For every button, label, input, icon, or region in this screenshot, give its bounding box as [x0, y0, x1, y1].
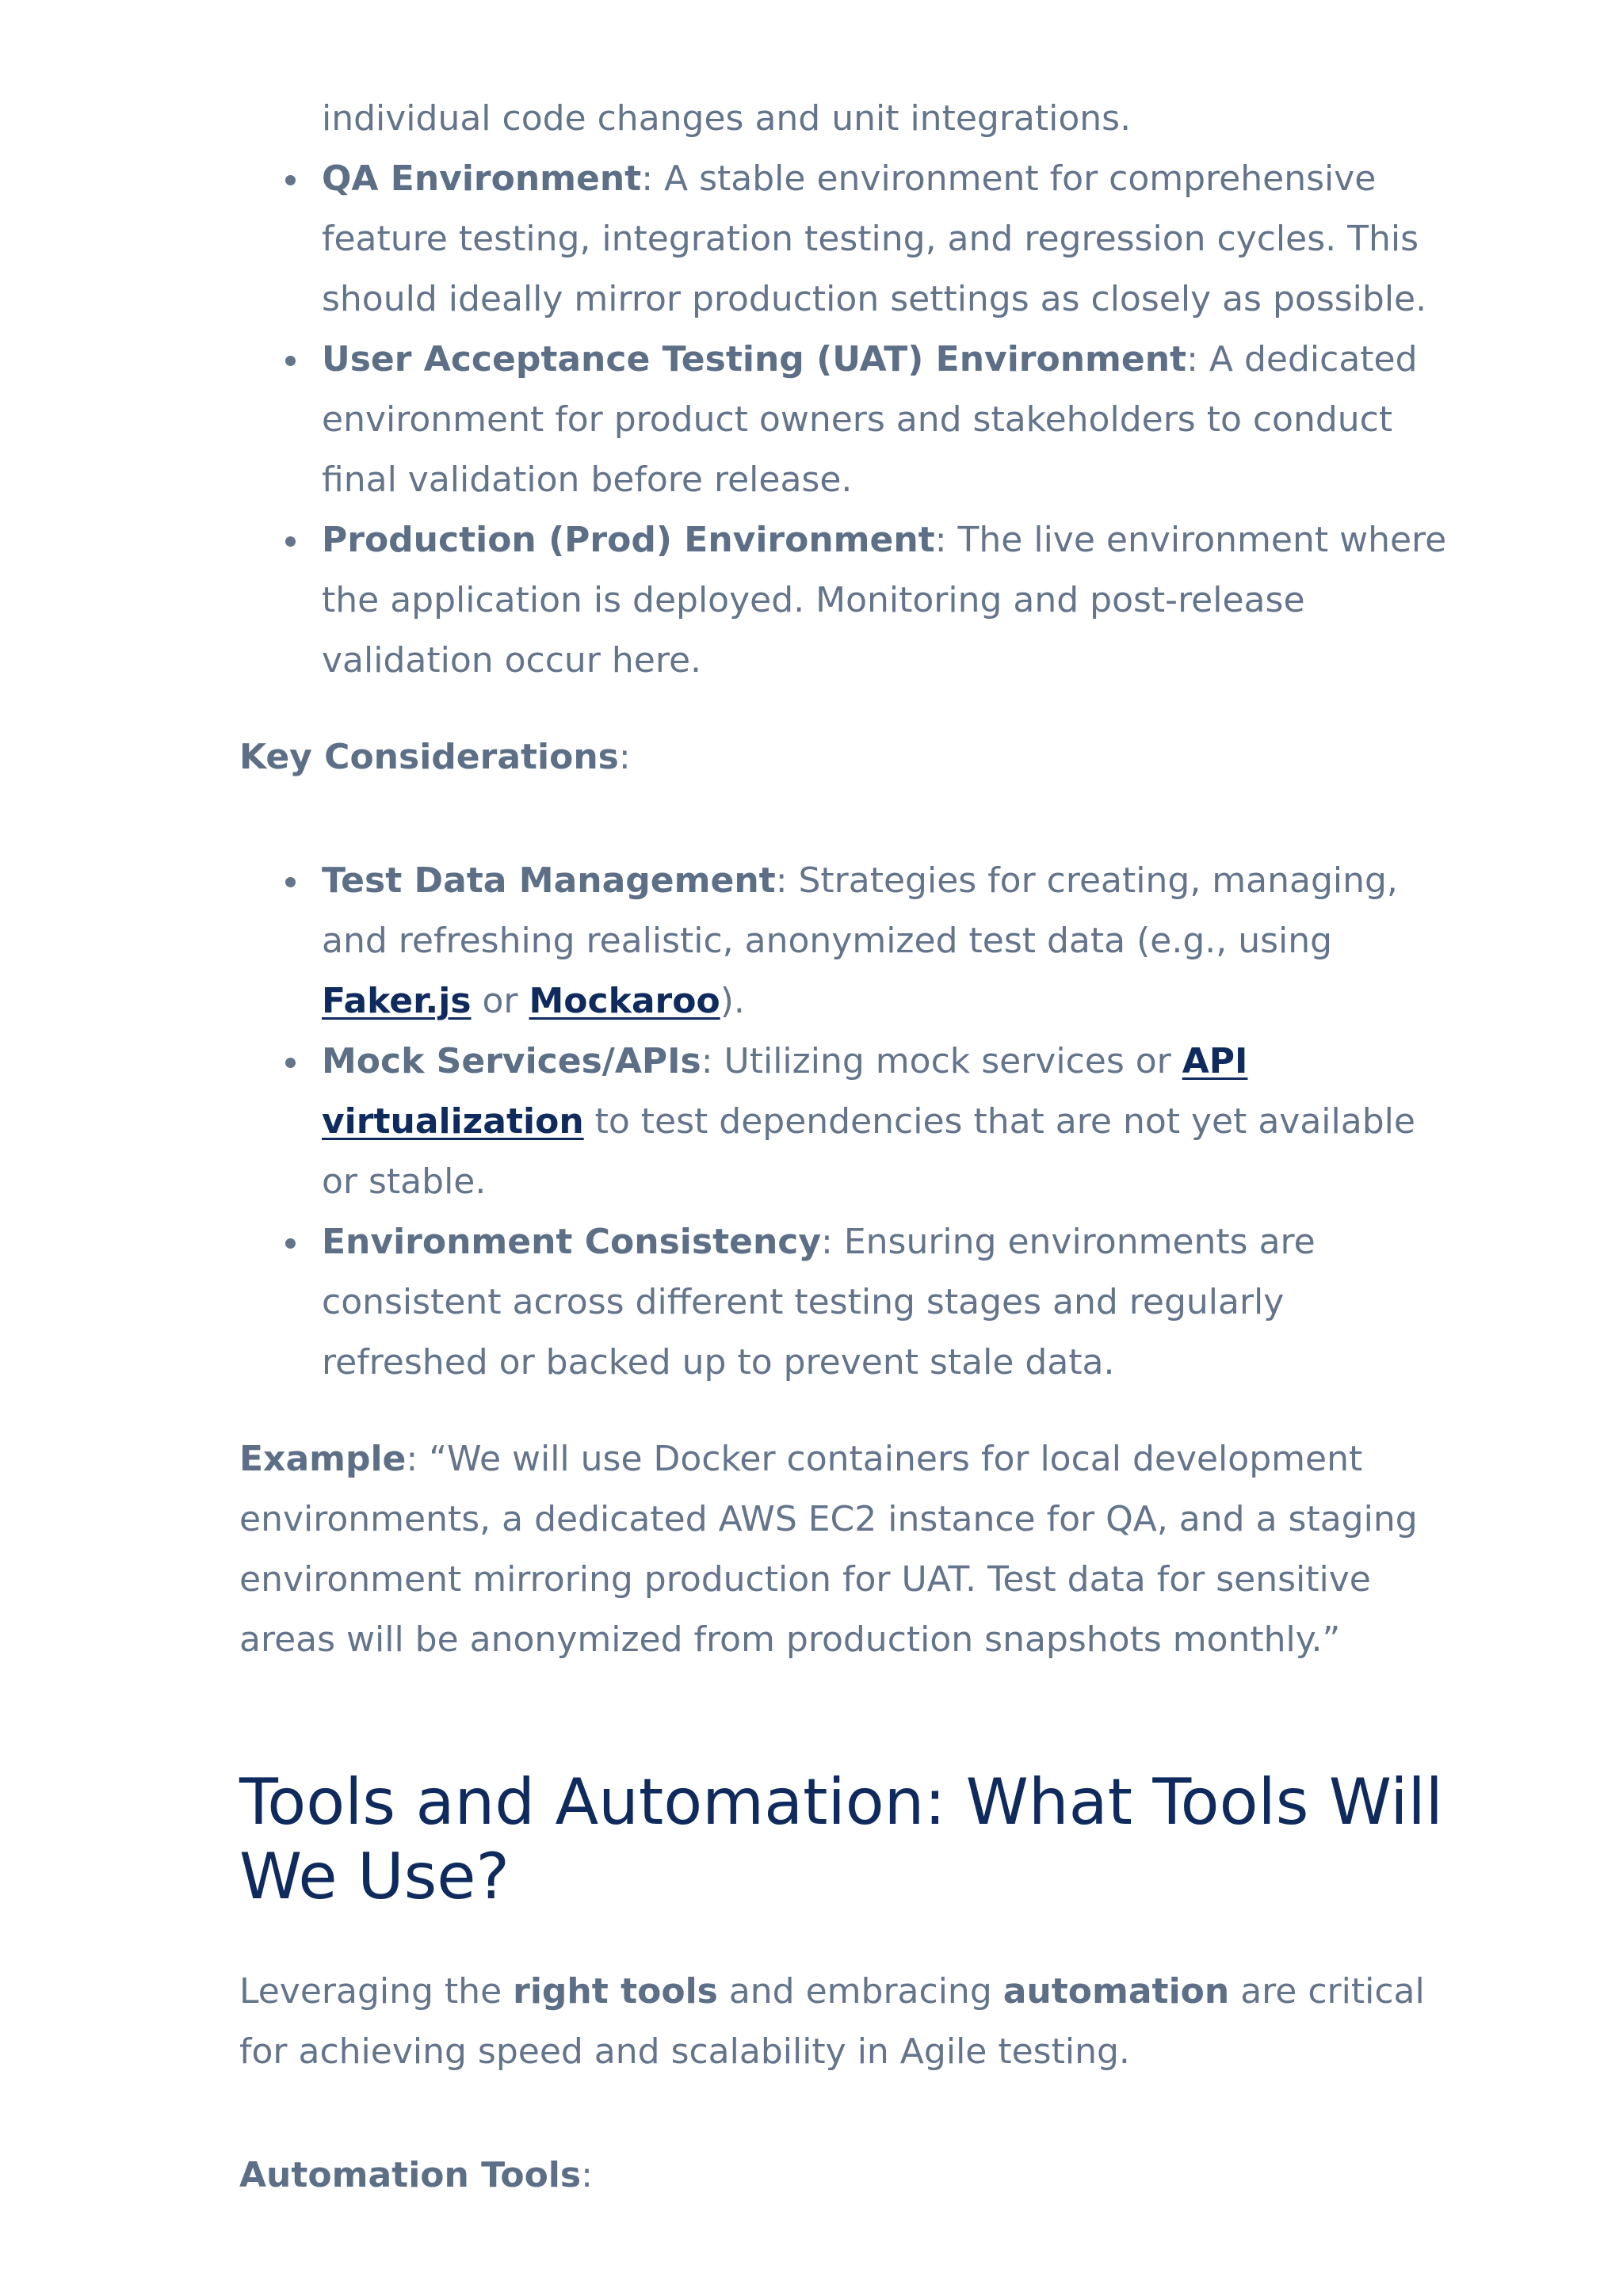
key-considerations-label: Key Considerations: [239, 737, 619, 777]
intro-bold-right-tools: right tools: [513, 1971, 718, 2012]
or-text: or: [471, 981, 529, 1021]
desc-uat-environment: : A dedicated environment for product owners and stakeholders to conduct final validation before release.: [322, 339, 1418, 500]
term-prod-environment: Production (Prod) Environment: [322, 520, 935, 560]
list-item-prod-environment: [322, 510, 1460, 691]
list-item-mock-services: [322, 1032, 1460, 1212]
key-considerations-heading: [239, 727, 1460, 788]
desc-prod-environment: : The live environment where the application is deployed. Monitoring and post-release validation occur here.: [322, 520, 1447, 681]
closing-text: ).: [720, 981, 745, 1021]
desc-test-data-management: : Strategies for creating, managing, and refreshing realistic, anonymized test data (e.g., using: [322, 860, 1398, 961]
example-paragraph: [239, 1429, 1460, 1670]
desc-environment-consistency: : Ensuring environments are consistent across different testing stages and regularly refreshed or backed up to prevent stale data.: [322, 1222, 1316, 1383]
continuation-text: individual code changes and unit integrations.: [322, 98, 1132, 139]
term-environment-consistency: Environment Consistency: [322, 1222, 822, 1262]
environment-list: [239, 89, 1460, 691]
term-qa-environment: QA Environment: [322, 158, 642, 199]
faker-js-link[interactable]: Faker.js: [322, 981, 472, 1021]
list-item-qa-environment: [322, 149, 1460, 330]
intro-bold-automation: automation: [1002, 1971, 1230, 2012]
desc-qa-environment: : A stable environment for comprehensive feature testing, integration testing, and regression cycles. This should ideally mirror production settings as closely as possible.: [322, 158, 1427, 319]
term-mock-services: Mock Services/APIs: [322, 1041, 701, 1081]
list-item-continuation: [322, 89, 1460, 149]
desc-mock-services-end: to test dependencies that are not yet available or stable.: [322, 1101, 1415, 1202]
term-test-data-management: Test Data Management: [322, 860, 776, 901]
example-label: Example: [239, 1439, 407, 1479]
tools-section-heading: Tools and Automation: What Tools Will We Use?: [239, 1765, 1443, 1913]
list-item-environment-consistency: [322, 1212, 1460, 1393]
list-item-test-data-management: [322, 851, 1460, 1032]
automation-tools-label: Automation Tools: [239, 2155, 582, 2195]
intro-text-1: Leveraging the: [239, 1971, 514, 2012]
key-considerations-list: [239, 851, 1460, 1393]
key-considerations-colon: :: [618, 737, 631, 777]
list-item-uat-environment: [322, 330, 1460, 510]
tools-intro-paragraph: [239, 1962, 1460, 2082]
example-text: : “We will use Docker containers for local development environments, a dedicated AWS EC2 instance for QA, and a staging environment mirroring production for UAT. Test data for sensitive areas will be anonymized from production snapshots monthly.”: [239, 1439, 1418, 1660]
automation-tools-colon: :: [581, 2155, 593, 2195]
article-content: [239, 93, 1460, 2206]
api-virtualization-link[interactable]: API virtualization: [322, 1041, 1248, 1142]
mockaroo-link[interactable]: Mockaroo: [529, 981, 720, 1021]
automation-tools-heading: [239, 2145, 1460, 2206]
intro-text-2: and embracing: [717, 1971, 1003, 2012]
term-uat-environment: User Acceptance Testing (UAT) Environment: [322, 339, 1187, 379]
desc-mock-services: : Utilizing mock services or: [701, 1041, 1182, 1081]
intro-text-3: are critical for achieving speed and scalability in Agile testing.: [239, 1971, 1425, 2072]
